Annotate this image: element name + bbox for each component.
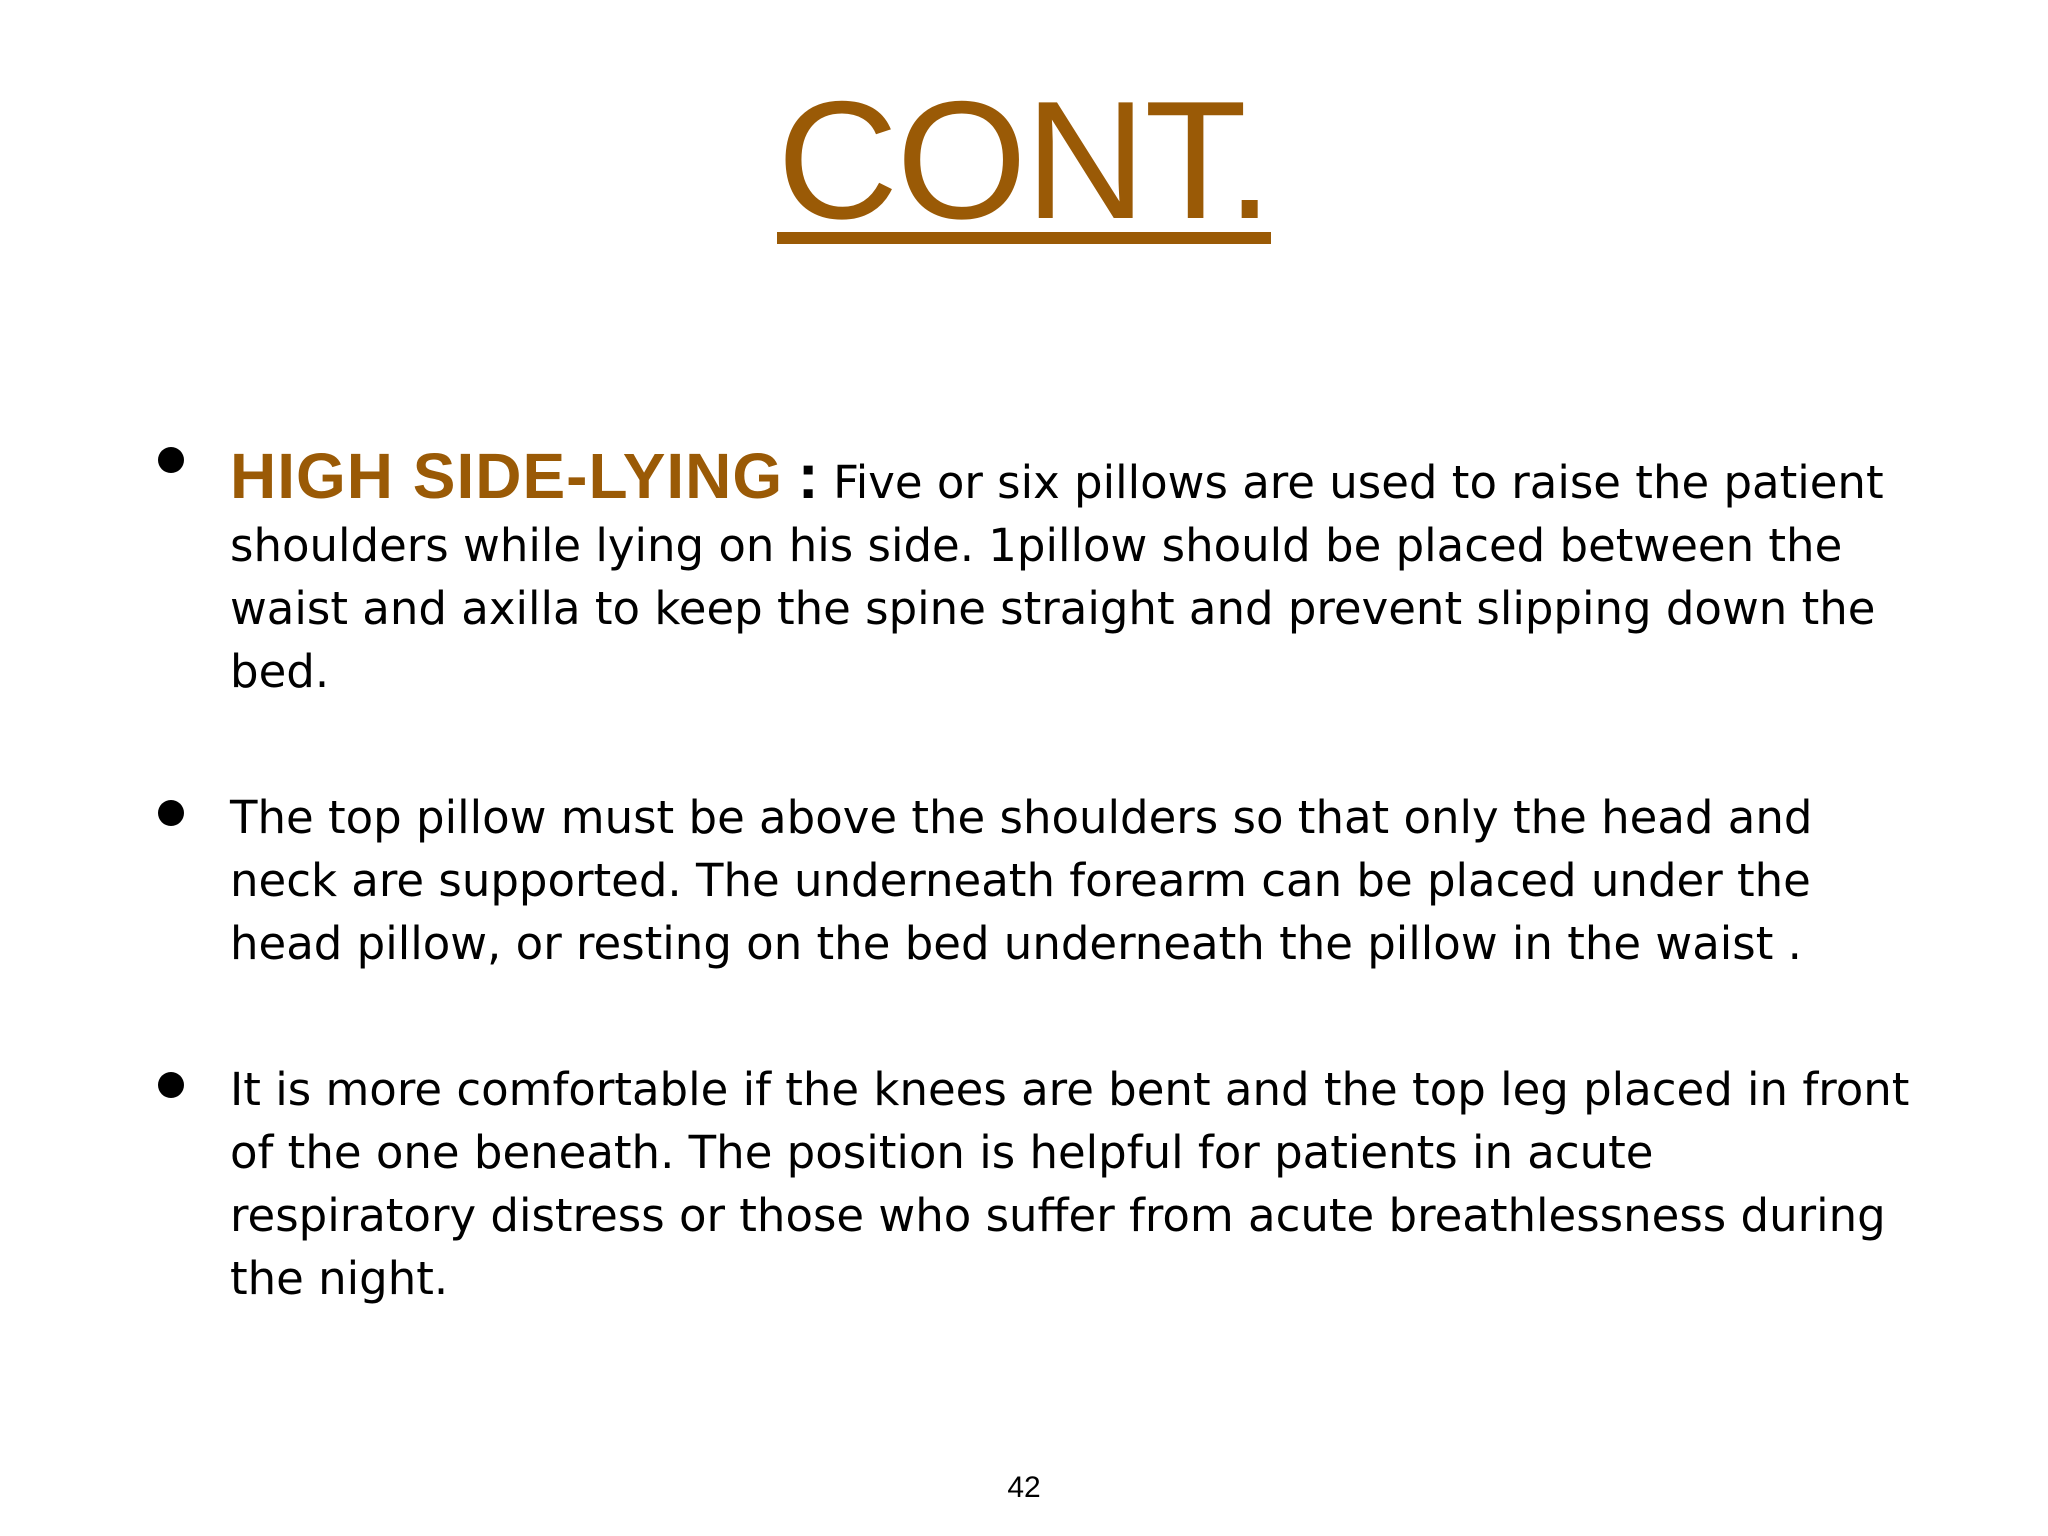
bullet-dot-icon (158, 1072, 184, 1098)
bullet-term-separator: : (797, 440, 819, 512)
bullet-item-high-side-lying (230, 440, 1910, 703)
bullet-text: The top pillow must be above the shoulders so that only the head and neck are supported. The underneath forearm can be placed under the head pillow, or resting on the bed underneath the pillow in the waist . (230, 791, 1813, 970)
bullet-item-top-pillow (230, 786, 1910, 975)
slide-title: CONT. (777, 66, 1271, 254)
bullet-dot-icon (158, 447, 184, 473)
bullet-item-comfort (230, 1058, 1910, 1310)
bullet-term: HIGH SIDE-LYING (230, 440, 784, 512)
bullet-text: Five or six pillows are used to raise the patient shoulders while lying on his side. 1pillow should be placed between the waist and axilla to keep the spine straight and prevent slipping down the bed. (230, 456, 1884, 698)
bullet-text: It is more comfortable if the knees are bent and the top leg placed in front of the one beneath. The position is helpful for patients in acute respiratory distress or those who suffer from acute breathlessness during the night. (230, 1063, 1910, 1305)
page-number: 42 (1007, 1471, 1041, 1504)
bullet-dot-icon (158, 800, 184, 826)
